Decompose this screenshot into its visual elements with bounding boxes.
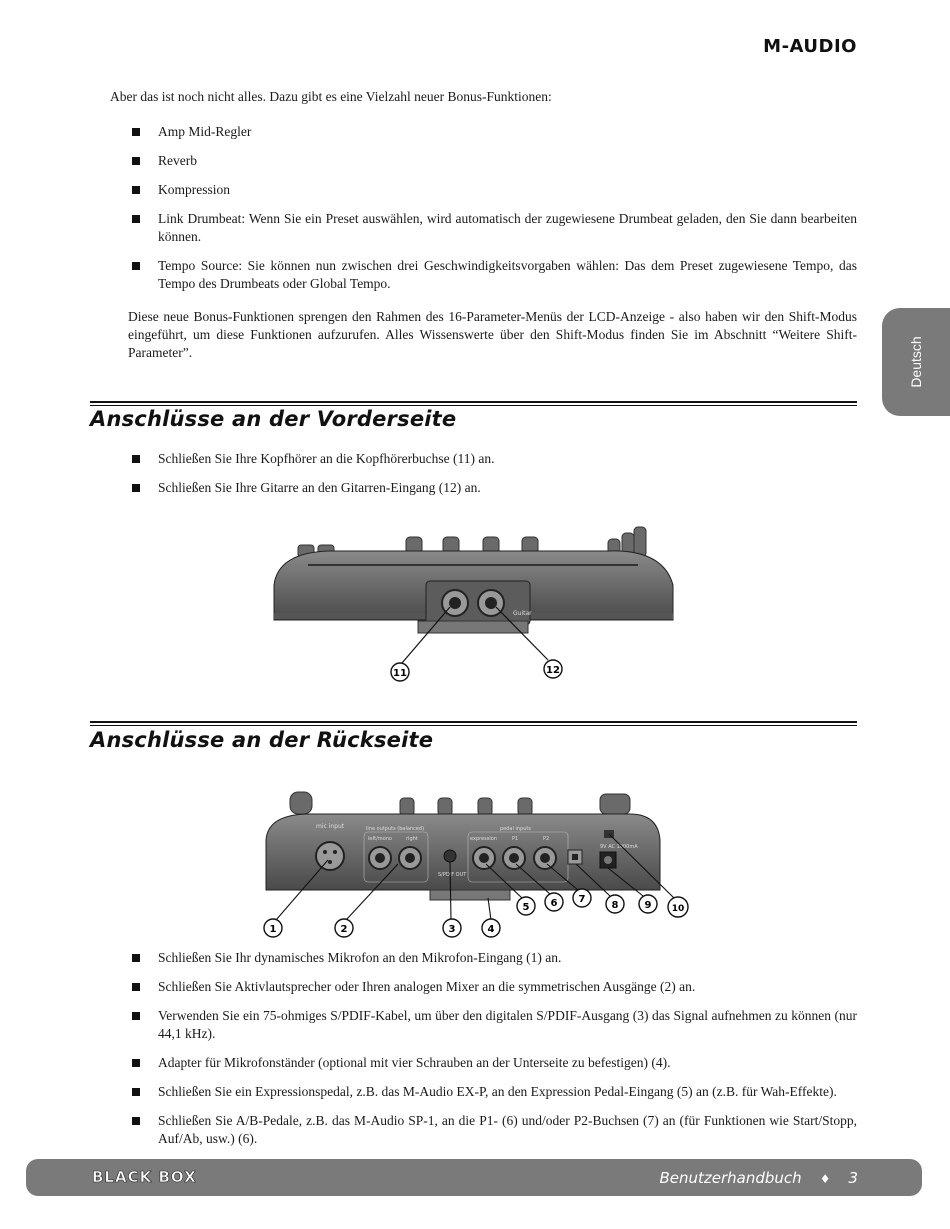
section-divider [90,401,857,406]
section-divider [90,721,857,726]
svg-text:5: 5 [522,902,530,913]
svg-text:12: 12 [546,665,560,676]
rear-heading: Anschlüsse an der Rückseite [90,728,434,752]
svg-text:P2: P2 [543,836,550,842]
rear-panel-illustration [260,790,694,940]
product-logo: BLACK BOX [92,1168,197,1186]
svg-text:10: 10 [671,904,685,914]
language-tab-label: Deutsch [908,336,924,388]
shift-paragraph: Diese neue Bonus-Funktionen sprengen den Rahmen des 16-Parameter-Menüs der LCD-Anzeige - also haben wir den Shift-Modus eingeführt, um diese Funktionen aufzurufen. Alles Wissenswerte über den Shift-Modus finden Sie im Abschnitt “Weitere Shift-Parameter”. [128,309,857,360]
svg-text:3: 3 [448,924,456,935]
svg-text:left/mono: left/mono [368,836,392,842]
front-heading: Anschlüsse an der Vorderseite [90,407,457,431]
svg-text:8: 8 [611,900,619,911]
callout-10 [668,897,688,917]
callout-6 [545,893,563,911]
svg-text:2: 2 [340,924,348,935]
list-item: Amp Mid-Regler [130,123,857,141]
svg-text:4: 4 [487,924,495,935]
list-item: Schließen Sie ein Expressionspedal, z.B. das M-Audio EX-P, an den Expression Pedal-Eingang (5) an (z.B. für Wah-Effekte). [130,1083,857,1101]
callout-4 [482,919,500,937]
intro-paragraph: Aber das ist noch nicht alles. Dazu gibt es eine Vielzahl neuer Bonus-Funktionen: [110,89,552,104]
list-item: Verwenden Sie ein 75-ohmiges S/PDIF-Kabel, um über den digitalen S/PDIF-Ausgang (3) das Signal aufnehmen zu können (nur 44,1 kHz). [130,1007,857,1043]
svg-text:expression: expression [470,836,497,842]
list-item: Schließen Sie Aktivlautsprecher oder Ihren analogen Mixer an die symmetrischen Ausgänge (2) an. [130,978,857,996]
footer-page-info [659,1169,858,1187]
list-item: Adapter für Mikrofonständer (optional mit vier Schrauben an der Unterseite zu befestigen) (4). [130,1054,857,1072]
svg-text:7: 7 [578,894,586,905]
callout-9 [639,895,657,913]
front-connection-list [130,450,857,508]
callout-5 [517,897,535,915]
diamond-separator-icon: ♦ [819,1172,831,1186]
callout-2 [335,919,353,937]
svg-text:9V AC 1000mA: 9V AC 1000mA [600,844,638,850]
page-number: 3 [848,1169,858,1187]
callout-12 [544,660,562,678]
callout-7 [573,889,591,907]
svg-text:pedal inputs: pedal inputs [500,826,531,832]
callout-11 [391,663,409,681]
svg-text:S/PDIF OUT: S/PDIF OUT [438,872,467,878]
list-item: Schließen Sie Ihre Kopfhörer an die Kopfhörerbuchse (11) an. [130,450,857,468]
list-item: Reverb [130,152,857,170]
line-outputs-label: line outputs (balanced) [366,826,425,832]
list-item: Kompression [130,181,857,199]
list-item: Link Drumbeat: Wenn Sie ein Preset auswählen, wird automatisch der zugewiesene Drumbeat geladen, den Sie dann bearbeiten können. [130,210,857,246]
language-tab[interactable] [882,308,950,416]
list-item: Tempo Source: Sie können nun zwischen drei Geschwindigkeitsvorgaben wählen: Das dem Preset zugewiesene Tempo, das Tempo des Drumbeats oder Global Tempo. [130,257,857,293]
guitar-jack-label: Guitar [513,610,532,617]
brand-logo: M-AUDIO [763,36,857,57]
rear-connection-list [130,949,857,1159]
list-item: Schließen Sie Ihre Gitarre an den Gitarren-Eingang (12) an. [130,479,857,497]
page-footer [26,1159,922,1196]
list-item: Schließen Sie Ihr dynamisches Mikrofon an den Mikrofon-Eingang (1) an. [130,949,857,967]
svg-text:P1: P1 [512,836,519,842]
svg-text:11: 11 [393,668,407,679]
svg-text:1: 1 [269,924,277,935]
callout-3 [443,919,461,937]
svg-text:9: 9 [644,900,652,911]
mic-input-label: mic input [316,823,345,830]
callout-8 [606,895,624,913]
svg-text:right: right [406,836,418,842]
callout-1 [264,919,282,937]
manual-title: Benutzerhandbuch [659,1169,802,1187]
list-item: Schließen Sie A/B-Pedale, z.B. das M-Audio SP-1, an die P1- (6) und/oder P2-Buchsen (7) an (für Funktionen wie Start/Stopp, Auf/Ab, usw.) (6). [130,1112,857,1148]
front-panel-illustration [268,525,680,685]
bonus-feature-list [130,123,857,304]
svg-text:6: 6 [550,898,558,909]
